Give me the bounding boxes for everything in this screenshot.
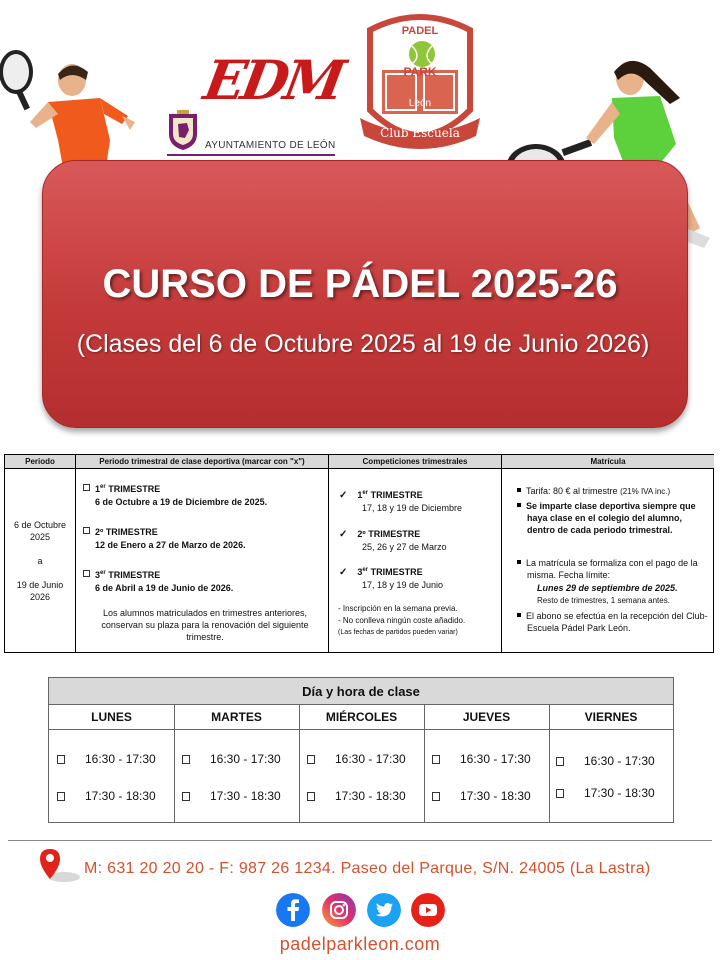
competicion-2: ✓ 2º TRIMESTRE bbox=[339, 529, 421, 540]
slot-miercoles-1[interactable]: 16:30 - 17:30 bbox=[307, 752, 406, 766]
trimestre-3: 3er TRIMESTRE bbox=[83, 569, 160, 581]
slot-jueves-2[interactable]: 17:30 - 18:30 bbox=[432, 789, 531, 803]
padel-logo-mid: PARK bbox=[403, 65, 437, 79]
checkmark-icon: ✓ bbox=[339, 567, 348, 578]
ayuntamiento-underline bbox=[167, 154, 335, 156]
slot-checkbox[interactable] bbox=[182, 755, 190, 764]
trimestre-2: 2º TRIMESTRE bbox=[83, 526, 158, 538]
padel-logo-city: León bbox=[408, 98, 432, 109]
periodo-a: a bbox=[37, 556, 43, 566]
matricula-tarifa: Tarifa: 80 € al trimestre (21% IVA inc.) bbox=[527, 485, 711, 498]
day-viernes: VIERNES bbox=[549, 705, 673, 730]
comp-note-1: - Inscripción en la semana previa. bbox=[338, 604, 458, 613]
course-info-table bbox=[4, 454, 714, 653]
trimestre-3-checkbox[interactable] bbox=[83, 570, 90, 577]
competicion-3: ✓ 3er TRIMESTRE bbox=[339, 567, 423, 578]
slot-viernes-1[interactable]: 16:30 - 17:30 bbox=[556, 754, 655, 768]
slot-checkbox[interactable] bbox=[432, 792, 440, 801]
slot-checkbox[interactable] bbox=[57, 755, 65, 764]
contact-info: M: 631 20 20 20 - F: 987 26 1234. Paseo del Parque, S/N. 24005 (La Lastra) bbox=[84, 860, 651, 877]
website-link[interactable]: padelparkleon.com bbox=[279, 934, 441, 954]
ayuntamiento-text: AYUNTAMIENTO DE LEÓN bbox=[205, 140, 336, 151]
trimestre-2-checkbox[interactable] bbox=[83, 527, 90, 534]
comp-note-small: (Las fechas de partidos pueden variar) bbox=[338, 629, 458, 636]
periodo-end: 19 de Junio 2026 bbox=[16, 580, 64, 602]
competicion-1-dates: 17, 18 y 19 de Diciembre bbox=[362, 503, 463, 513]
comp-note-2: - No conlleva ningún coste añadido. bbox=[338, 616, 466, 625]
slot-martes-1[interactable]: 16:30 - 17:30 bbox=[182, 752, 281, 766]
slot-miercoles-2[interactable]: 17:30 - 18:30 bbox=[307, 789, 406, 803]
slot-checkbox[interactable] bbox=[307, 755, 315, 764]
matricula-fecha-limite: Lunes 29 de septiembre de 2025. bbox=[537, 583, 678, 593]
competicion-1: ✓ 1er TRIMESTRE bbox=[339, 490, 423, 501]
instagram-icon[interactable] bbox=[322, 893, 356, 927]
competicion-2-dates: 25, 26 y 27 de Marzo bbox=[362, 542, 447, 552]
edm-logo: EDM bbox=[199, 48, 347, 112]
padel-logo-top: PADEL bbox=[401, 25, 439, 37]
slot-checkbox[interactable] bbox=[556, 757, 564, 766]
slot-checkbox[interactable] bbox=[182, 792, 190, 801]
matricula-abono: El abono se efectúa en la recepción del Club-Escuela Pádel Park León. bbox=[527, 610, 711, 634]
twitter-icon[interactable] bbox=[367, 893, 401, 927]
competicion-3-dates: 17, 18 y 19 de Junio bbox=[362, 580, 444, 590]
course-dates-subtitle: (Clases del 6 de Octubre 2025 al 19 de Junio 2026) bbox=[76, 330, 650, 358]
matricula-clase: Se imparte clase deportiva siempre que haya clase en el colegio del alumno, dentro de cada periodo trimestral. bbox=[527, 500, 711, 536]
padel-park-logo bbox=[360, 10, 480, 160]
trimestre-1-checkbox[interactable] bbox=[83, 484, 90, 491]
facebook-icon[interactable] bbox=[276, 893, 310, 927]
header-trimestral: Periodo trimestral de clase deportiva (marcar con "x") bbox=[76, 455, 328, 469]
day-jueves: JUEVES bbox=[424, 705, 549, 730]
slot-checkbox[interactable] bbox=[556, 789, 564, 798]
trimestre-1-dates: 6 de Octubre a 19 de Diciembre de 2025. bbox=[95, 497, 268, 507]
youtube-icon[interactable] bbox=[411, 893, 445, 927]
slot-checkbox[interactable] bbox=[57, 792, 65, 801]
checkmark-icon: ✓ bbox=[339, 490, 348, 501]
ayuntamiento-logo bbox=[167, 110, 337, 158]
course-title: CURSO DE PÁDEL 2025-26 bbox=[102, 262, 618, 306]
slot-lunes-1[interactable]: 16:30 - 17:30 bbox=[57, 752, 156, 766]
slot-viernes-2[interactable]: 17:30 - 18:30 bbox=[556, 786, 655, 800]
header-periodo: Periodo bbox=[5, 455, 75, 469]
header-matricula: Matrícula bbox=[502, 455, 714, 469]
slot-checkbox[interactable] bbox=[307, 792, 315, 801]
slot-checkbox[interactable] bbox=[432, 755, 440, 764]
day-lunes: LUNES bbox=[49, 705, 174, 730]
slot-lunes-2[interactable]: 17:30 - 18:30 bbox=[57, 789, 156, 803]
checkmark-icon: ✓ bbox=[339, 529, 348, 540]
day-martes: MARTES bbox=[174, 705, 299, 730]
trimestre-2-dates: 12 de Enero a 27 de Marzo de 2026. bbox=[95, 540, 246, 550]
matricula-pago: La matrícula se formaliza con el pago de la misma. Fecha límite: bbox=[527, 557, 711, 581]
schedule-title: Día y hora de clase bbox=[49, 678, 673, 705]
padel-logo-ribbon: Club Escuela bbox=[380, 126, 460, 140]
leon-shield-icon bbox=[167, 110, 199, 152]
slot-martes-2[interactable]: 17:30 - 18:30 bbox=[182, 789, 281, 803]
trimestres-note: Los alumnos matriculados en trimestres anteriores, conservan su plaza para la renovación del siguiente trimestre. bbox=[101, 608, 309, 642]
header-competiciones: Competiciones trimestrales bbox=[329, 455, 501, 469]
trimestre-1: 1er TRIMESTRE bbox=[83, 483, 160, 495]
schedule-table bbox=[48, 677, 674, 823]
location-pin-icon bbox=[38, 847, 84, 883]
trimestre-3-dates: 6 de Abril a 19 de Junio de 2026. bbox=[95, 583, 234, 593]
footer-divider bbox=[8, 840, 712, 841]
day-miercoles: MIÉRCOLES bbox=[299, 705, 424, 730]
matricula-resto: Resto de trimestres, 1 semana antes. bbox=[537, 596, 670, 605]
periodo-start: 6 de Octubre 2025 bbox=[13, 520, 67, 542]
slot-jueves-1[interactable]: 16:30 - 17:30 bbox=[432, 752, 531, 766]
